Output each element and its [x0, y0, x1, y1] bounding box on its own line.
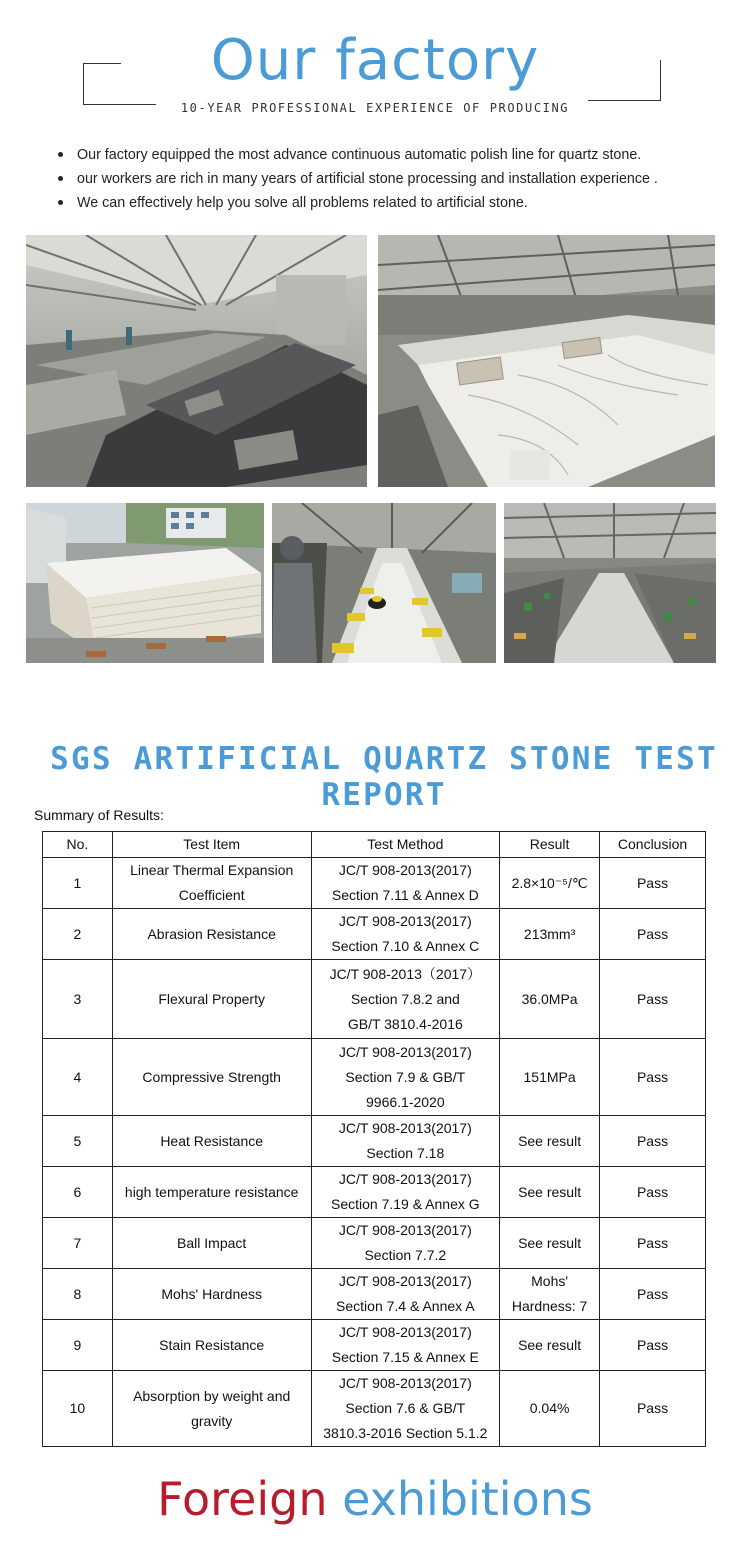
cell-result [500, 960, 600, 1039]
cell-conclusion [600, 1039, 706, 1116]
cell-conclusion-line: Pass [636, 990, 669, 1007]
exhibitions-title-word-exhibitions: exhibitions [342, 1472, 593, 1526]
cell-no-line: 3 [73, 990, 82, 1007]
cell-result [500, 1116, 600, 1167]
results-table [42, 831, 706, 1447]
cell-conclusion-line: Pass [636, 1068, 669, 1085]
table-row [43, 1371, 706, 1447]
table-row [43, 1269, 706, 1320]
cell-test-item [112, 1371, 311, 1447]
cell-test-item [112, 1039, 311, 1116]
cell-test-method-line: JC/T 908-2013（2017） [329, 965, 482, 982]
table-row [43, 909, 706, 960]
cell-no-line: 7 [73, 1234, 82, 1251]
cell-test-method-line: JC/T 908-2013(2017) [338, 1043, 472, 1060]
cell-no [43, 1371, 113, 1447]
cell-no [43, 1116, 113, 1167]
cell-test-item-line: high temperature resistance [124, 1183, 299, 1200]
cell-no [43, 1218, 113, 1269]
cell-test-item [112, 909, 311, 960]
cell-test-method-line: JC/T 908-2013(2017) [338, 1222, 472, 1238]
cell-result-line: 0.04% [529, 1400, 570, 1416]
cell-test-method [311, 1116, 500, 1167]
cell-test-method-line: GB/T 3810.4-2016 [347, 1015, 463, 1032]
cell-test-method-line: Section 7.19 & Annex G [330, 1196, 480, 1212]
report-title: SGS ARTIFICIAL QUARTZ STONE TEST REPORT [50, 741, 718, 813]
cell-conclusion [600, 1269, 706, 1320]
cell-conclusion-line: Pass [636, 1183, 669, 1200]
cell-no [43, 960, 113, 1039]
factory-photo-polish-line-worker [272, 503, 496, 663]
feature-item: our workers are rich in many years of artificial stone processing and installation experience . [58, 167, 718, 191]
factory-photo-white-countertops [378, 235, 715, 487]
cell-test-method-line: JC/T 908-2013(2017) [338, 1171, 472, 1187]
cell-result [500, 1218, 600, 1269]
cell-result-line: See result [518, 1132, 582, 1149]
cell-no [43, 909, 113, 960]
cell-test-method-line: Section 7.10 & Annex C [331, 938, 480, 954]
cell-test-item-line: gravity [191, 1412, 233, 1429]
exhibitions-title-word-foreign: Foreign [157, 1472, 328, 1526]
cell-conclusion [600, 858, 706, 909]
feature-item: Our factory equipped the most advance continuous automatic polish line for quartz stone. [58, 143, 718, 167]
table-row [43, 960, 706, 1039]
cell-result-line: Mohs' [531, 1273, 569, 1289]
cell-no-line: 10 [69, 1400, 86, 1416]
cell-test-item-line: Mohs' Hardness [161, 1285, 263, 1302]
cell-result-line: 213mm³ [523, 925, 576, 942]
cell-no [43, 1320, 113, 1371]
cell-result [500, 1320, 600, 1371]
table-header-row [43, 832, 706, 858]
column-header-test-item: Test Item [112, 832, 311, 858]
cell-no-line: 6 [73, 1183, 82, 1200]
factory-photo-polished-slabs [26, 235, 367, 487]
cell-test-item-line: Stain Resistance [159, 1336, 265, 1353]
table-row [43, 1039, 706, 1116]
cell-conclusion-line: Pass [636, 874, 669, 891]
cell-test-method-line: 9966.1-2020 [366, 1093, 445, 1110]
cell-conclusion [600, 1167, 706, 1218]
cell-result-line: See result [518, 1234, 582, 1251]
cell-no-line: 9 [73, 1336, 82, 1353]
cell-test-item [112, 1218, 311, 1269]
cell-test-method [311, 909, 500, 960]
cell-conclusion [600, 909, 706, 960]
table-row [43, 1167, 706, 1218]
cell-conclusion-line: Pass [636, 1400, 669, 1416]
cell-test-method [311, 1039, 500, 1116]
cell-test-method [311, 858, 500, 909]
cell-test-method-line: Section 7.4 & Annex A [336, 1298, 475, 1314]
cell-result-line: Hardness: 7 [511, 1298, 588, 1314]
column-header-test-method: Test Method [311, 832, 500, 858]
page-title: Our factory [210, 28, 540, 93]
cell-test-method [311, 1167, 500, 1218]
cell-conclusion-line: Pass [636, 1132, 669, 1149]
table-row [43, 1320, 706, 1371]
cell-result [500, 909, 600, 960]
cell-result [500, 1269, 600, 1320]
cell-test-method-line: Section 7.18 [366, 1145, 445, 1161]
cell-result-line: 36.0MPa [521, 990, 578, 1007]
cell-no-line: 4 [73, 1068, 82, 1085]
cell-test-item-line: Absorption by weight and [133, 1387, 291, 1404]
cell-conclusion [600, 1371, 706, 1447]
feature-item: We can effectively help you solve all problems related to artificial stone. [58, 191, 718, 215]
cell-test-method-line: JC/T 908-2013(2017) [338, 862, 472, 878]
cell-test-item-line: Abrasion Resistance [147, 925, 276, 942]
cell-test-method-line: JC/T 908-2013(2017) [338, 1120, 472, 1136]
summary-label: Summary of Results: [34, 807, 164, 823]
cell-test-item [112, 1320, 311, 1371]
cell-conclusion-line: Pass [636, 1285, 669, 1302]
cell-result [500, 1167, 600, 1218]
cell-conclusion [600, 1116, 706, 1167]
column-header-result: Result [500, 832, 600, 858]
cell-no [43, 1039, 113, 1116]
cell-conclusion [600, 960, 706, 1039]
table-row [43, 1218, 706, 1269]
cell-test-item-line: Ball Impact [177, 1234, 247, 1251]
cell-conclusion-line: Pass [636, 925, 669, 942]
cell-test-item-line: Coefficient [178, 887, 245, 903]
cell-test-method-line: Section 7.8.2 and [350, 990, 460, 1007]
table-row [43, 858, 706, 909]
cell-no-line: 5 [73, 1132, 82, 1149]
cell-test-item-line: Linear Thermal Expansion [130, 862, 294, 878]
cell-test-method-line: Section 7.7.2 [364, 1247, 447, 1263]
cell-test-item [112, 1116, 311, 1167]
factory-feature-list [58, 143, 718, 215]
cell-no-line: 2 [73, 925, 82, 942]
cell-test-method-line: Section 7.6 & GB/T [345, 1400, 466, 1416]
cell-result [500, 1039, 600, 1116]
cell-test-method [311, 1320, 500, 1371]
factory-photo-production-hall [504, 503, 716, 663]
cell-test-item-line: Compressive Strength [142, 1068, 281, 1085]
cell-conclusion-line: Pass [636, 1234, 669, 1251]
cell-result-line: 2.8×10⁻⁵/℃ [511, 874, 588, 891]
cell-no-line: 8 [73, 1285, 82, 1302]
cell-test-method [311, 1218, 500, 1269]
cell-test-item-line: Heat Resistance [160, 1132, 264, 1149]
cell-test-item [112, 1269, 311, 1320]
cell-conclusion [600, 1218, 706, 1269]
factory-photo-slab-stack [26, 503, 264, 663]
cell-no-line: 1 [73, 874, 82, 891]
cell-test-item [112, 1167, 311, 1218]
cell-test-item-line: Flexural Property [158, 990, 265, 1007]
cell-no [43, 1269, 113, 1320]
cell-test-method-line: Section 7.11 & Annex D [331, 887, 479, 903]
cell-test-method [311, 960, 500, 1039]
cell-conclusion [600, 1320, 706, 1371]
cell-test-method-line: Section 7.9 & GB/T [345, 1068, 466, 1085]
table-row [43, 1116, 706, 1167]
cell-test-item [112, 858, 311, 909]
cell-result [500, 858, 600, 909]
cell-test-method-line: JC/T 908-2013(2017) [338, 1375, 472, 1391]
page-subtitle: 10-YEAR PROFESSIONAL EXPERIENCE OF PRODUCING [180, 101, 570, 115]
exhibitions-title [0, 1472, 750, 1526]
cell-result-line: 151MPa [523, 1068, 576, 1085]
cell-conclusion-line: Pass [636, 1336, 669, 1353]
results-table-body [43, 858, 706, 1447]
column-header-conclusion: Conclusion [600, 832, 706, 858]
cell-test-method-line: Section 7.15 & Annex E [331, 1349, 479, 1365]
cell-test-item [112, 960, 311, 1039]
cell-test-method-line: JC/T 908-2013(2017) [338, 1273, 472, 1289]
cell-result [500, 1371, 600, 1447]
cell-no [43, 858, 113, 909]
cell-no [43, 1167, 113, 1218]
cell-test-method-line: 3810.3-2016 Section 5.1.2 [323, 1425, 488, 1441]
cell-test-method [311, 1269, 500, 1320]
cell-result-line: See result [518, 1336, 582, 1353]
cell-result-line: See result [518, 1183, 582, 1200]
cell-test-method-line: JC/T 908-2013(2017) [338, 913, 472, 929]
cell-test-method [311, 1371, 500, 1447]
cell-test-method-line: JC/T 908-2013(2017) [338, 1324, 472, 1340]
column-header-no: No. [43, 832, 113, 858]
